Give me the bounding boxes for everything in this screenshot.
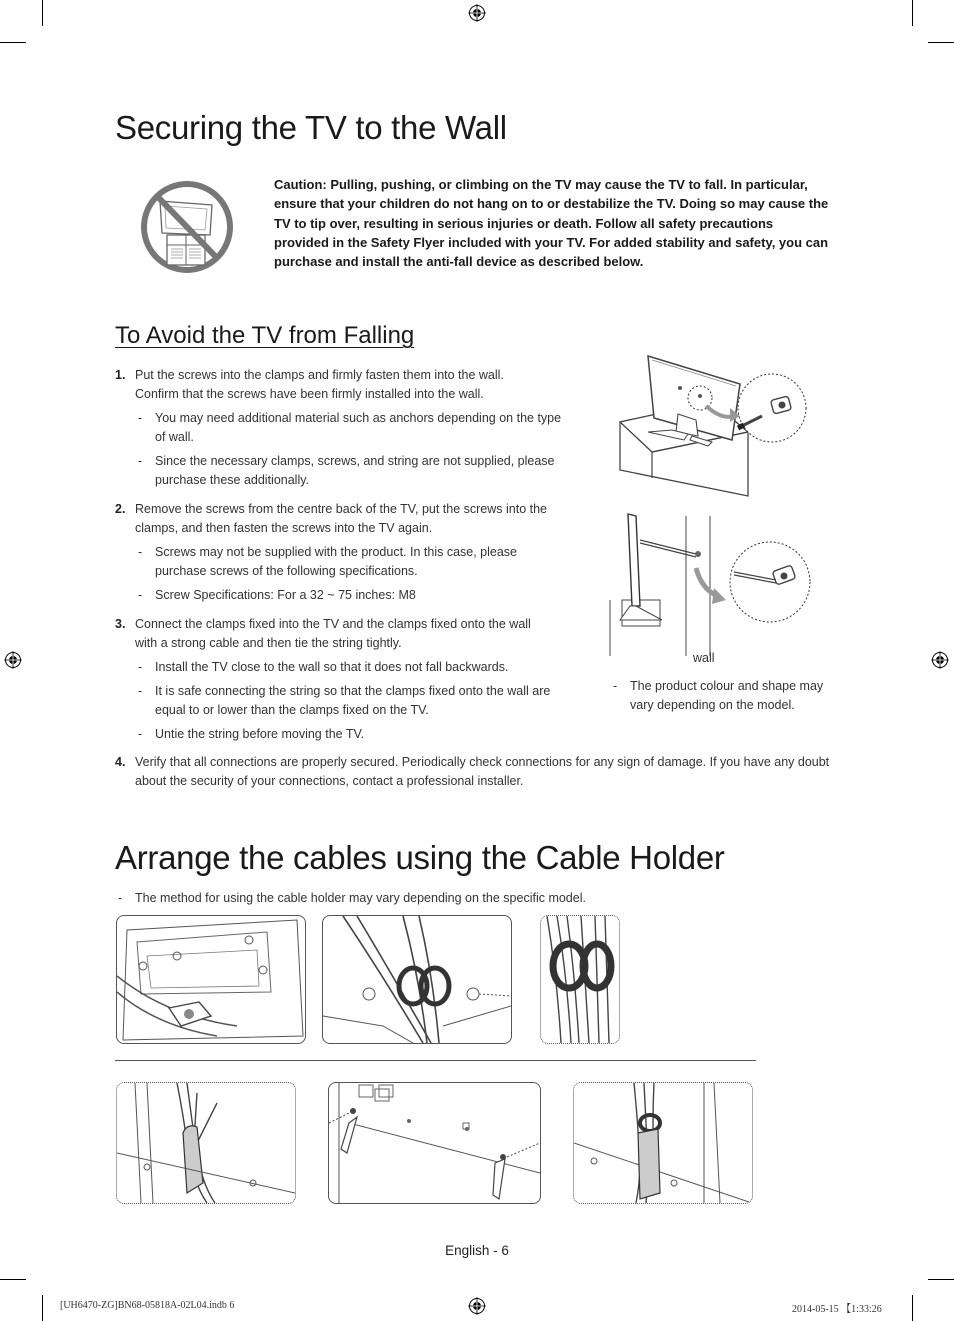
cable-holder-detail: [116, 1082, 296, 1204]
step-number: 2.: [115, 502, 126, 516]
registration-mark-icon: [4, 651, 22, 669]
section-title: Arrange the cables using the Cable Holder: [115, 839, 725, 876]
file-info: [UH6470-ZG]BN68-05818A-02L04.indb 6: [60, 1300, 235, 1311]
crop-mark: [912, 1295, 913, 1321]
crop-mark: [928, 42, 954, 43]
registration-mark-icon: [468, 1297, 486, 1315]
tv-wall-illustration: [606, 510, 816, 660]
no-climbing-icon: [138, 179, 236, 275]
registration-mark-icon: [931, 651, 949, 669]
crop-mark: [0, 1279, 26, 1280]
crop-mark: [42, 0, 43, 26]
divider: [115, 1060, 756, 1061]
step-text: Verify that all connections are properly secured. Periodically check connections for any sign of damage. If you have any doubt about the security of your connections, contact a professional installer.: [135, 755, 830, 788]
print-datetime: 2014-05-15 【1:33:26: [792, 1304, 882, 1315]
page-number: English - 6: [445, 1243, 509, 1258]
step-text: Remove the screws from the centre back of the TV, put the screws into the clamps, and then fasten the screws into the TV again.: [135, 502, 548, 535]
cable-holder-illustration: [328, 1082, 541, 1204]
cable-holder-illustration: [322, 915, 512, 1044]
crop-mark: [0, 42, 26, 43]
crop-mark: [42, 1295, 43, 1321]
caution-text: Caution: Pulling, pushing, or climbing on the TV may cause the TV to fall. In particular, ensure that your children do not hang on to or destabilize the TV. Doing so may cause the TV to tip over, resulting in serious injuries or death. Follow all safety precautions provided in the Safety Flyer included with your TV. For added stability and safety, you can purchase and install the anti-fall device as described below.: [274, 177, 829, 270]
step-text: Connect the clamps fixed into the TV and the clamps fixed onto the wall with a strong cable and then tie the string tightly.: [135, 617, 531, 650]
step-text: Put the screws into the clamps and firmly fasten them into the wall. Confirm that the screws have been firmly installed into the wall.: [135, 368, 504, 401]
cable-holder-detail: [573, 1082, 753, 1204]
crop-mark: [928, 1279, 954, 1280]
page-title: Securing the TV to the Wall: [115, 109, 507, 146]
cable-holder-illustration: [116, 915, 306, 1044]
tv-on-stand-illustration: [612, 350, 808, 500]
section-heading: To Avoid the TV from Falling: [115, 322, 415, 349]
step-number: 4.: [115, 755, 126, 769]
registration-mark-icon: [468, 4, 486, 22]
cable-holder-detail: [540, 915, 620, 1044]
step-number: 1.: [115, 368, 126, 382]
wall-label: wall: [693, 651, 715, 665]
crop-mark: [912, 0, 913, 26]
step-number: 3.: [115, 617, 126, 631]
